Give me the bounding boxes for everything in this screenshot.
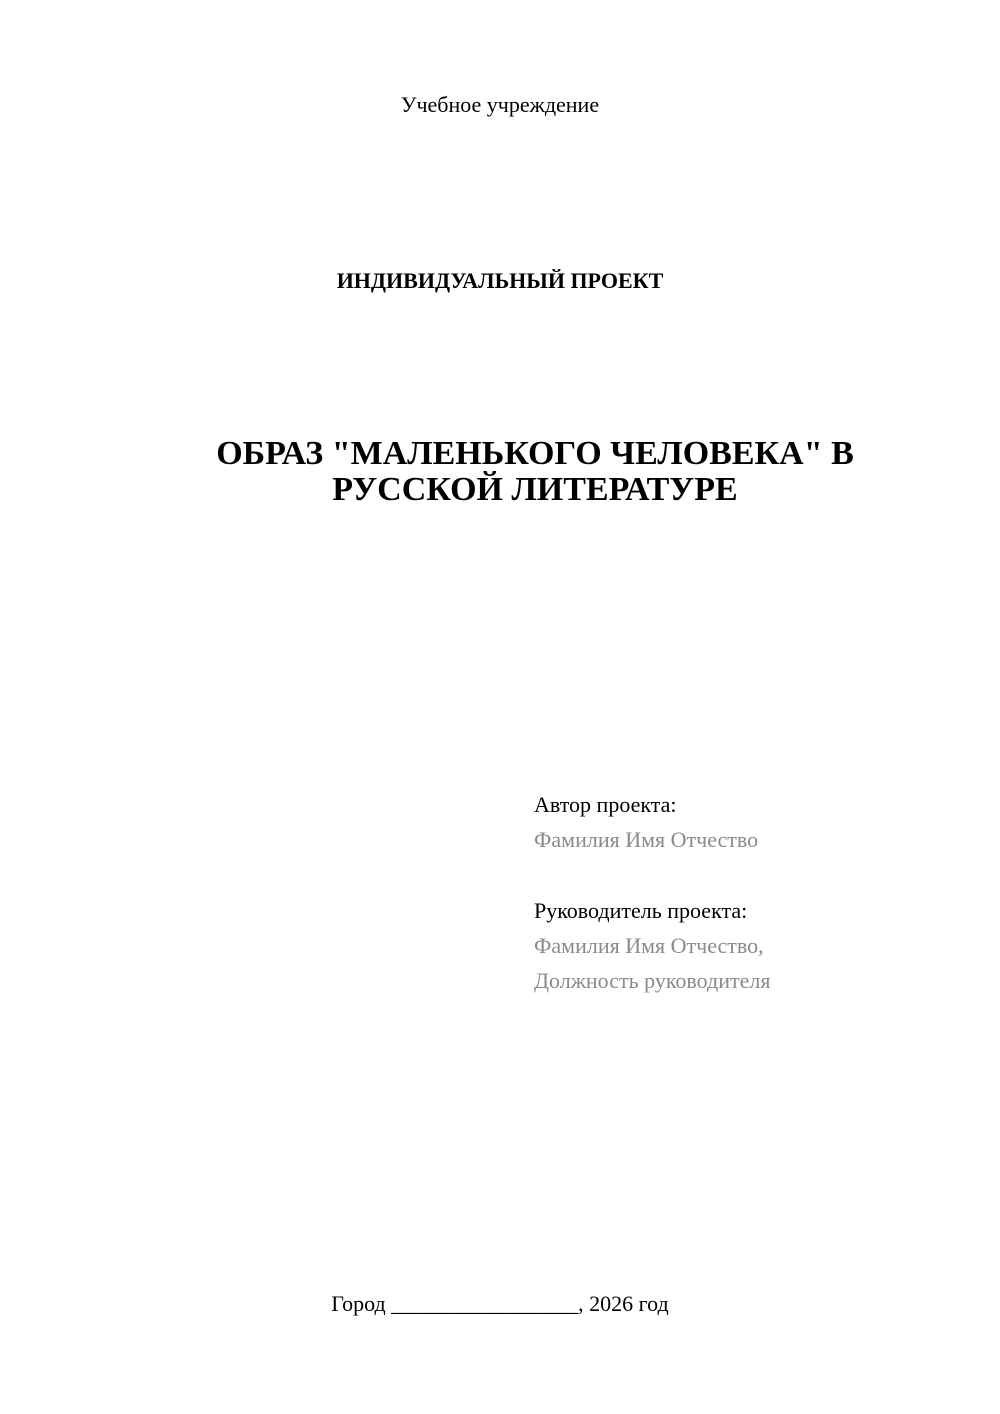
document-type: ИНДИВИДУАЛЬНЫЙ ПРОЕКТ bbox=[336, 268, 664, 293]
supervisor-label: Руководитель проекта: bbox=[534, 898, 748, 923]
document-title bbox=[100, 436, 970, 508]
institution-name: Учебное учреждение bbox=[400, 92, 600, 117]
document-title-line-1: ОБРАЗ "МАЛЕНЬКОГО ЧЕЛОВЕКА" В bbox=[216, 435, 854, 472]
author-name-placeholder[interactable]: Фамилия Имя Отчество bbox=[534, 827, 759, 852]
document-title-line-2: РУССКОЙ ЛИТЕРАТУРЕ bbox=[332, 471, 738, 508]
author-label: Автор проекта: bbox=[534, 792, 677, 817]
supervisor-position-placeholder[interactable]: Должность руководителя bbox=[534, 968, 771, 993]
supervisor-name-placeholder[interactable]: Фамилия Имя Отчество, bbox=[534, 933, 764, 958]
credits-spacer bbox=[534, 857, 974, 893]
city-year-line: Город _________________, 2026 год bbox=[331, 1291, 669, 1316]
credits-block bbox=[534, 787, 974, 998]
